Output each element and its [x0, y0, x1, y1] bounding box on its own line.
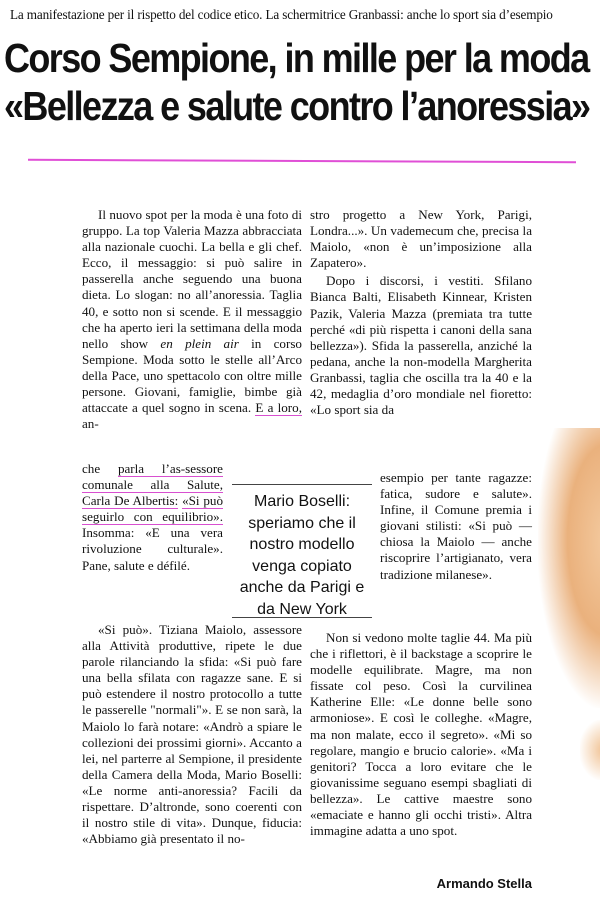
highlighted-text: parla l’as-sessore comunale alla Salute, Carla De Albertis: — [82, 461, 223, 509]
headline-line-1: Corso Sempione, in mille per la moda — [4, 35, 589, 82]
paragraph-text: in corso Sempione. Moda sotto le stelle all’Arco della Pace, uno spettacolo con oltre mille persone. Giovani, famiglie, bimbe già attaccate a quel sogno in scena. — [82, 335, 302, 416]
highlighted-text: E a loro, — [255, 400, 302, 416]
italic-phrase: en plein air — [160, 335, 239, 351]
left-column-upper — [82, 207, 302, 485]
byline: Armando Stella — [436, 876, 532, 891]
paragraph: Non si vedono molte taglie 44. Ma più che i riflettori, è il backstage a scoprire le modelle equilibrate. Magre, ma non fissate col peso. Così la curvilinea Katherine Elle: «Le donne belle sono armoniose». E così le colleghe. «Magre, ma non malate, ecco il segreto». «Mi so regolare, mangio e brucio calorie». «Ma i genitori? Tocca a loro evitare che le giovanissime seguano esempi sbagliati di bellezza». Le cattive maestre sono «emaciate e hanno gli occhi tristi». Altra immagine adatta a uno spot. — [310, 630, 532, 839]
headline-highlight-underline — [28, 159, 576, 163]
paragraph-text: Insomma: «E una vera rivoluzione culturale». Pane, salute e défilé. — [82, 525, 223, 573]
pull-quote: Mario Boselli: speriamo che il nostro modello venga copiato anche da Parigi e da New York — [232, 484, 372, 620]
article-kicker: La manifestazione per il rispetto del codice etico. La schermitrice Granbassi: anche lo sport sia d’esempio — [10, 7, 553, 22]
highlighted-text: «Si può seguirlo con equilibrio». — [82, 493, 223, 525]
headline-line-2: «Bellezza e salute contro l’anoressia» — [4, 83, 590, 130]
paragraph: stro progetto a New York, Parigi, Londra...». Un vademecum che, precisa la Maiolo, «non è un’imposizione alla Zapatero». — [310, 207, 532, 271]
middle-column-upper — [310, 207, 532, 420]
paragraph — [82, 207, 302, 432]
middle-column-narrow: esempio per tante ragazze: fatica, sudore e salute». Infine, il Comune premia i giovani stilisti: «Si può — chiosa la Maiolo — anche riscoprire l’artigianato, vera tradizione milanese». — [380, 470, 532, 582]
paragraph-text: an- — [82, 416, 99, 432]
middle-column-lower — [310, 630, 532, 841]
left-column-narrow — [82, 461, 223, 574]
paragraph-text: che — [82, 461, 101, 476]
paragraph-text: Il nuovo spot per la moda è una foto di gruppo. La top Valeria Mazza abbracciata alla nazionale cuochi. La bella e gli chef. Ecco, il messaggio: si può salire in passerella anche seguendo una buona dieta. Lo slogan: no all’anoressia. Taglia 40, e sotto non si scende. E il messaggio che ha aperto ieri la settimana della moda nello show — [82, 207, 302, 351]
photo-fragment — [580, 720, 600, 780]
paragraph: «Si può». Tiziana Maiolo, assessore alla Attività produttive, ripete le due parole rilanciando la sfida: «Si può fare una bella sfilata con ragazze sane. E si può estendere il nostro protocollo a tutte le passerelle "normali"». E se non sarà, la Maiolo lo farà notare: «Andrò a spiare le collezioni dei prossimi giorni». Accanto a lei, nel parterre al Sempione, il presidente della Camera della Moda, Mario Boselli: «Le norme anti-anoressia? Facili da rispettare. D’altronde, sono coerenti con il nostro stile di vita». Dunque, fiducia: «Abbiamo già presentato il no- — [82, 622, 302, 847]
pull-quote-rule — [232, 617, 372, 618]
paragraph: Dopo i discorsi, i vestiti. Sfilano Bianca Balti, Elisabeth Kinnear, Kristen Pazik, Valeria Mazza (premiata tra tutte perché «di più rispetta i canoni della sana bellezza»). Sfida la passerella, anziché la pedana, anche la non-modella Margherita Granbassi, taglia che oscilla tra la 40 e la 42, medaglia d’oro mondiale nel fioretto: «Lo sport sia da — [310, 273, 532, 418]
left-column-lower — [82, 622, 302, 849]
photo-fragment — [538, 428, 600, 708]
